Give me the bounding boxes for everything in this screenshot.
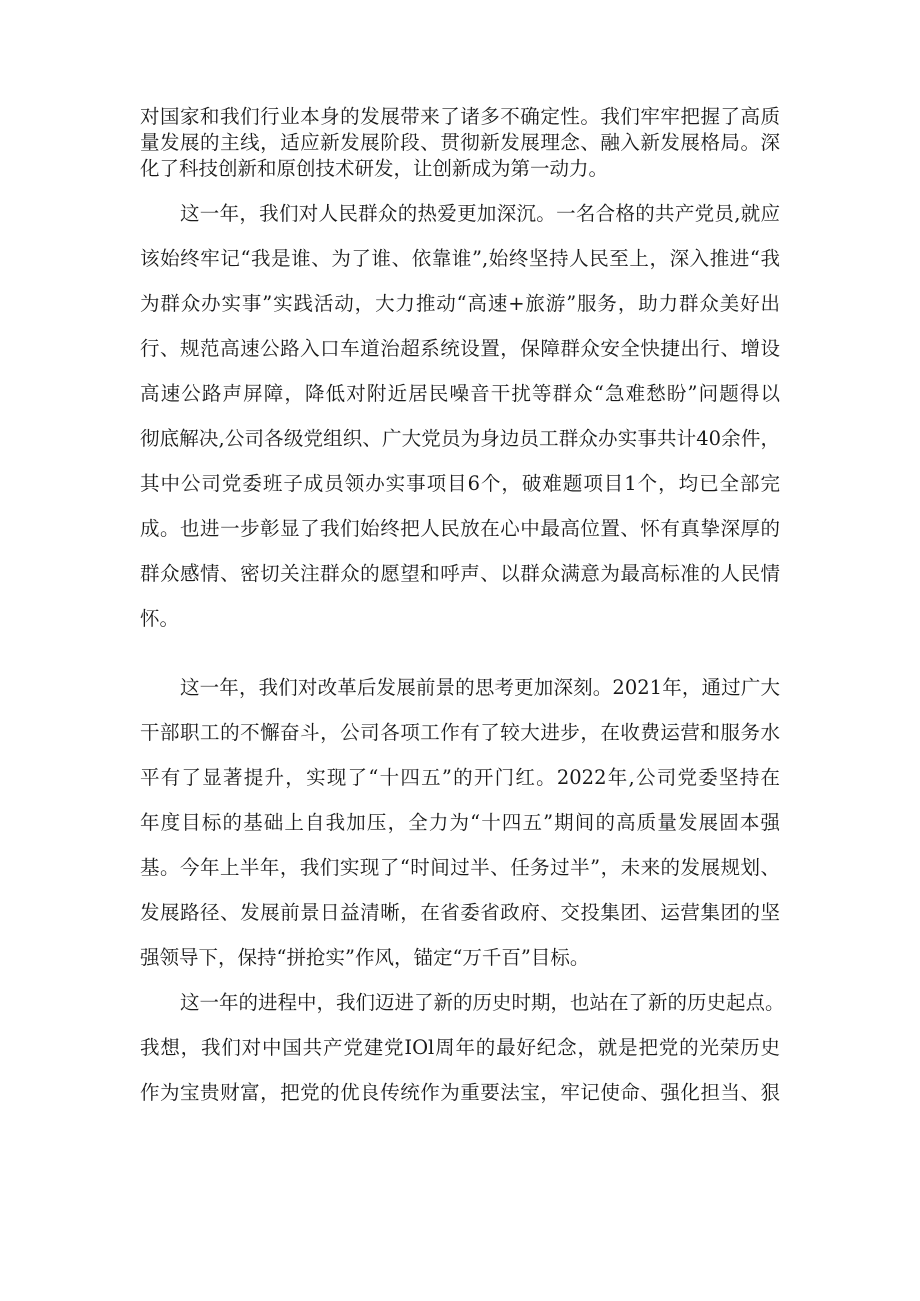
paragraph-2-line-6: 彻底解决,公司各级党组织、广大党员为身边员工群众办实事共计40余件，: [140, 427, 780, 450]
paragraph-4-line-2: 我想，我们对中国共产党建党IOl周年的最好纪念，就是把党的光荣历史: [140, 1036, 780, 1059]
paragraph-2-line-3: 为群众办实事”实践活动，大力推动“高速+旅游”服务，助力群众美好出: [140, 292, 780, 315]
paragraph-3-line-6: 发展路径、发展前景日益清晰，在省委省政府、交投集团、运营集团的坚: [140, 901, 780, 924]
paragraph-2-line-10: 怀。: [140, 607, 180, 630]
paragraph-1-line-2: 量发展的主线，适应新发展阶段、贯彻新发展理念、融入新发展格局。深: [140, 131, 780, 154]
paragraph-3-line-4: 年度目标的基础上自我加压，全力为“十四五”期间的高质量发展固本强: [140, 811, 780, 834]
paragraph-4-line-3: 作为宝贵财富，把党的优良传统作为重要法宝，牢记使命、强化担当、狠: [140, 1081, 780, 1104]
paragraph-1-line-3: 化了科技创新和原创技术研发，让创新成为第一动力。: [140, 157, 609, 180]
paragraph-4-line-1: 这一年的进程中，我们迈进了新的历史时期，也站在了新的历史起点。: [180, 991, 785, 1014]
paragraph-3-line-1: 这一年，我们对改革后发展前景的思考更加深刻。2021年，通过广大: [180, 676, 780, 699]
paragraph-2-line-1: 这一年，我们对人民群众的热爱更加深沉。一名合格的共产党员,就应: [180, 202, 780, 225]
paragraph-3-line-2: 干部职工的不懈奋斗，公司各项工作有了较大进步，在收费运营和服务水: [140, 721, 780, 744]
paragraph-2-line-9: 群众感情、密切关注群众的愿望和呼声、以群众满意为最高标准的人民情: [140, 562, 780, 585]
paragraph-3-line-3: 平有了显著提升，实现了“十四五”的开门红。2022年,公司党委坚持在: [140, 766, 780, 789]
paragraph-1-line-1: 对国家和我们行业本身的发展带来了诸多不确定性。我们牢牢把握了高质: [140, 105, 780, 128]
paragraph-2-line-7: 其中公司党委班子成员领办实事项目6个，破难题项目1个，均已全部完: [140, 472, 780, 495]
paragraph-2-line-5: 高速公路声屏障，降低对附近居民噪音干扰等群众“急难愁盼”问题得以: [140, 382, 780, 405]
paragraph-3-line-7: 强领导下，保持“拼抢实”作风，锚定“万千百”目标。: [140, 946, 590, 969]
paragraph-2-line-4: 行、规范高速公路入口车道治超系统设置，保障群众安全快捷出行、增设: [140, 337, 780, 360]
paragraph-3-line-5: 基。今年上半年，我们实现了“时间过半、任务过半”，未来的发展规划、: [140, 856, 780, 879]
paragraph-2-line-2: 该始终牢记“我是谁、为了谁、依靠谁”,始终坚持人民至上，深入推进“我: [140, 247, 780, 270]
paragraph-2-line-8: 成。也进一步彰显了我们始终把人民放在心中最高位置、怀有真挚深厚的: [140, 517, 780, 540]
